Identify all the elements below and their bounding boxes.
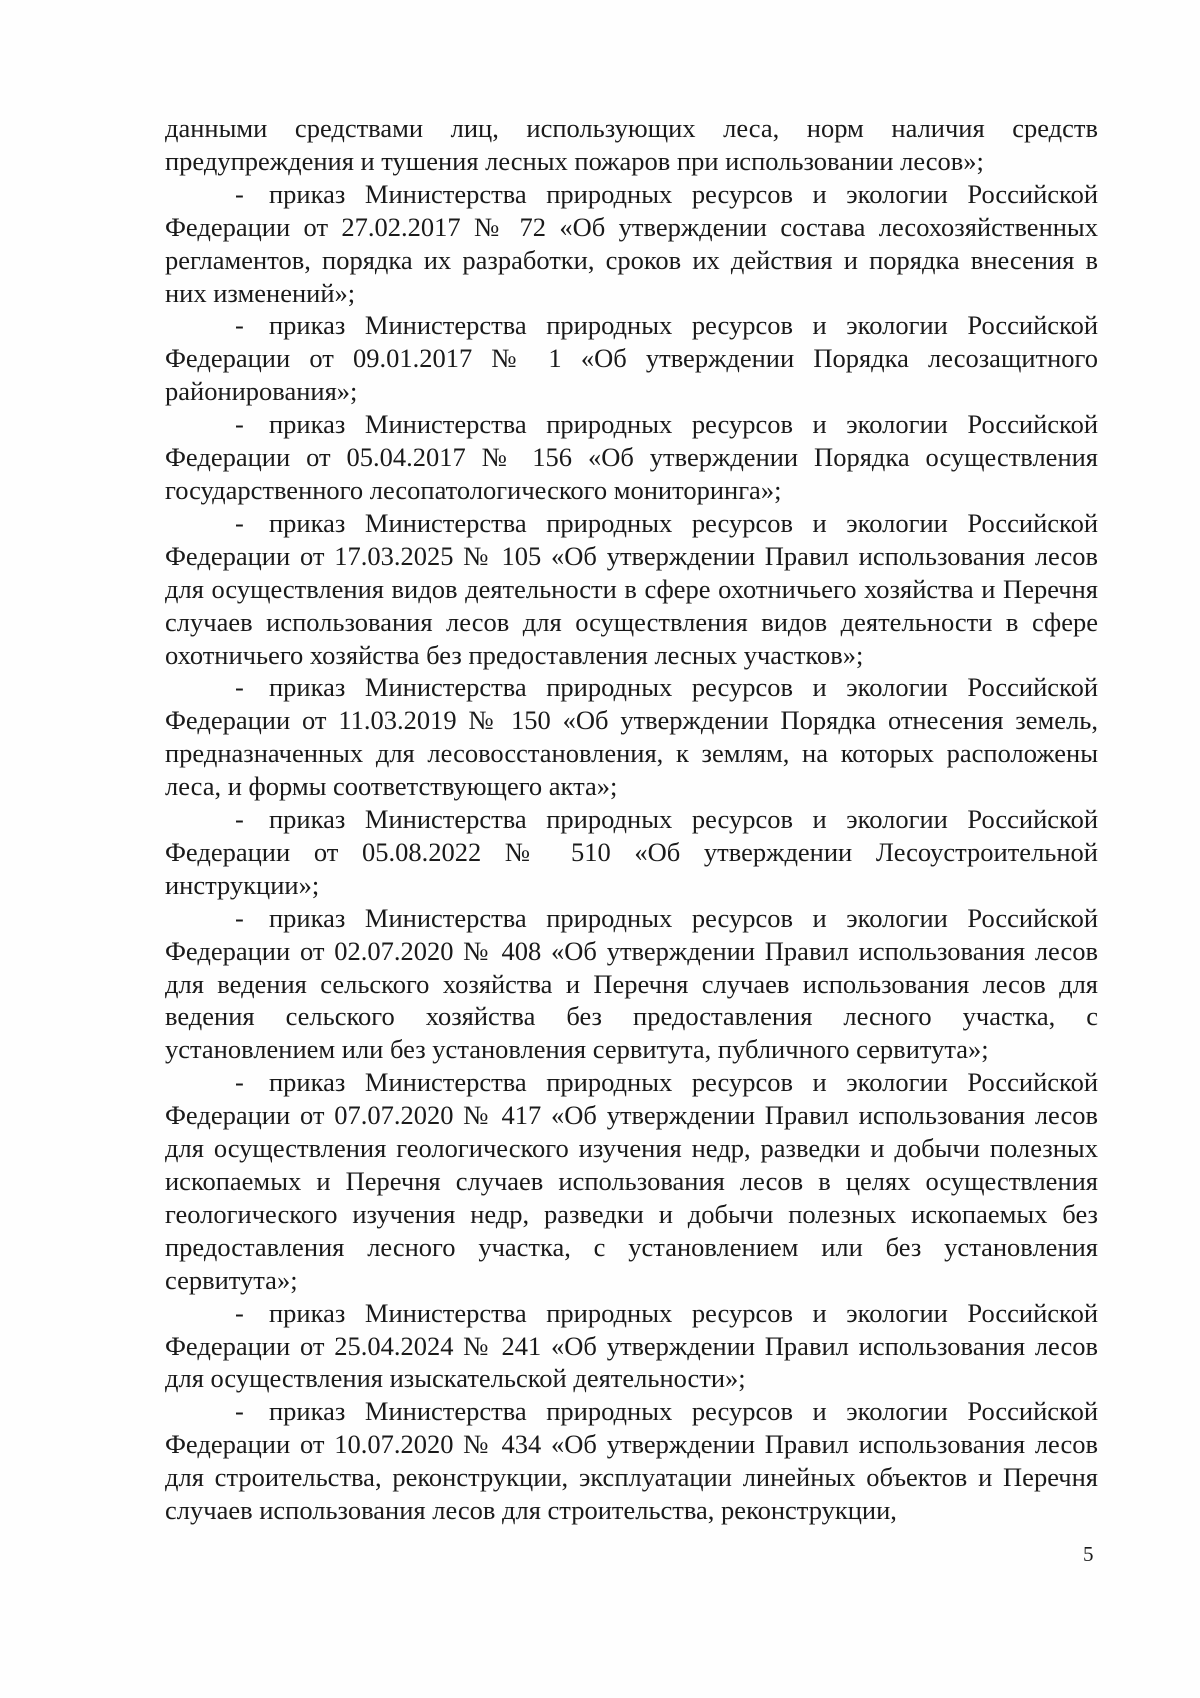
list-item-text: приказ Министерства природных ресурсов и экологии Российской Федерации от 17.03.2025 № 105 «Об утверждении Правил использования лесов для осуществления видов деятельности в сфере охотничьего хозяйства и Перечня случаев использования лесов для осуществления видов деятельности в сфере охотничьего хозяйства без предоставления лесных участков»; [165,507,1098,670]
list-item-text: приказ Министерства природных ресурсов и экологии Российской Федерации от 02.07.2020 № 408 «Об утверждении Правил использования лесов для ведения сельского хозяйства и Перечня случаев использования лесов для ведения сельского хозяйства без предоставления лесного участка, с установлением или без установления сервитута, публичного сервитута»; [165,902,1098,1065]
document-body [165,112,1098,1527]
list-item-text: приказ Министерства природных ресурсов и экологии Российской Федерации от 07.07.2020 № 417 «Об утверждении Правил использования лесов для осуществления геологического изучения недр, разведки и добычи полезных ископаемых и Перечня случаев использования лесов в целях осуществления геологического изучения недр, разведки и добычи полезных ископаемых без предоставления лесного участка, с установлением или без установления сервитута»; [165,1067,1098,1295]
list-item-text: приказ Министерства природных ресурсов и экологии Российской Федерации от 09.01.2017 № 1 «Об утверждении Порядка лесозащитного районирования»; [165,310,1098,407]
list-item [165,507,1098,672]
list-item [165,178,1098,310]
list-dash: - [235,1396,244,1427]
list-item [165,1395,1098,1527]
list-item-text: приказ Министерства природных ресурсов и экологии Российской Федерации от 05.08.2022 № 510 «Об утверждении Лесоустроительной инструкции»; [165,804,1098,900]
list-item-text: приказ Министерства природных ресурсов и экологии Российской Федерации от 05.04.2017 № 156 «Об утверждении Порядка осуществления государственного лесопатологического мониторинга»; [165,409,1098,505]
list-item [165,671,1098,803]
list-dash: - [235,1067,244,1098]
list-item-text: приказ Министерства природных ресурсов и экологии Российской Федерации от 25.04.2024 № 241 «Об утверждении Правил использования лесов для осуществления изыскательской деятельности»; [165,1297,1098,1394]
list-dash: - [235,310,244,341]
page-number: 5 [1083,1542,1094,1566]
list-item [165,408,1098,507]
list-dash: - [235,804,244,835]
list-dash: - [235,1297,244,1328]
list-dash: - [235,409,244,440]
list-dash: - [235,507,244,538]
list-dash: - [235,672,244,703]
list-item [165,803,1098,902]
list-item-text: приказ Министерства природных ресурсов и экологии Российской Федерации от 27.02.2017 № 72 «Об утверждении состава лесохозяйственных регламентов, порядка их разработки, сроков их действия и порядка внесения в них изменений»; [165,178,1098,308]
list-item-text: приказ Министерства природных ресурсов и экологии Российской Федерации от 10.07.2020 № 434 «Об утверждении Правил использования лесов для строительства, реконструкции, эксплуатации линейных объектов и Перечня случаев использования лесов для строительства, реконструкции, [165,1396,1098,1526]
list-item [165,309,1098,408]
list-item-text: приказ Министерства природных ресурсов и экологии Российской Федерации от 11.03.2019 № 150 «Об утверждении Порядка отнесения земель, предназначенных для лесовосстановления, к землям, на которых расположены леса, и формы соответствующего акта»; [165,672,1098,802]
list-dash: - [235,902,244,933]
list-dash: - [235,178,244,209]
list-item [165,1066,1098,1296]
intro-paragraph: данными средствами лиц, использующих леса, норм наличия средств предупреждения и тушения лесных пожаров при использовании лесов»; [165,113,1098,176]
list-item [165,1297,1098,1396]
list-item [165,902,1098,1067]
